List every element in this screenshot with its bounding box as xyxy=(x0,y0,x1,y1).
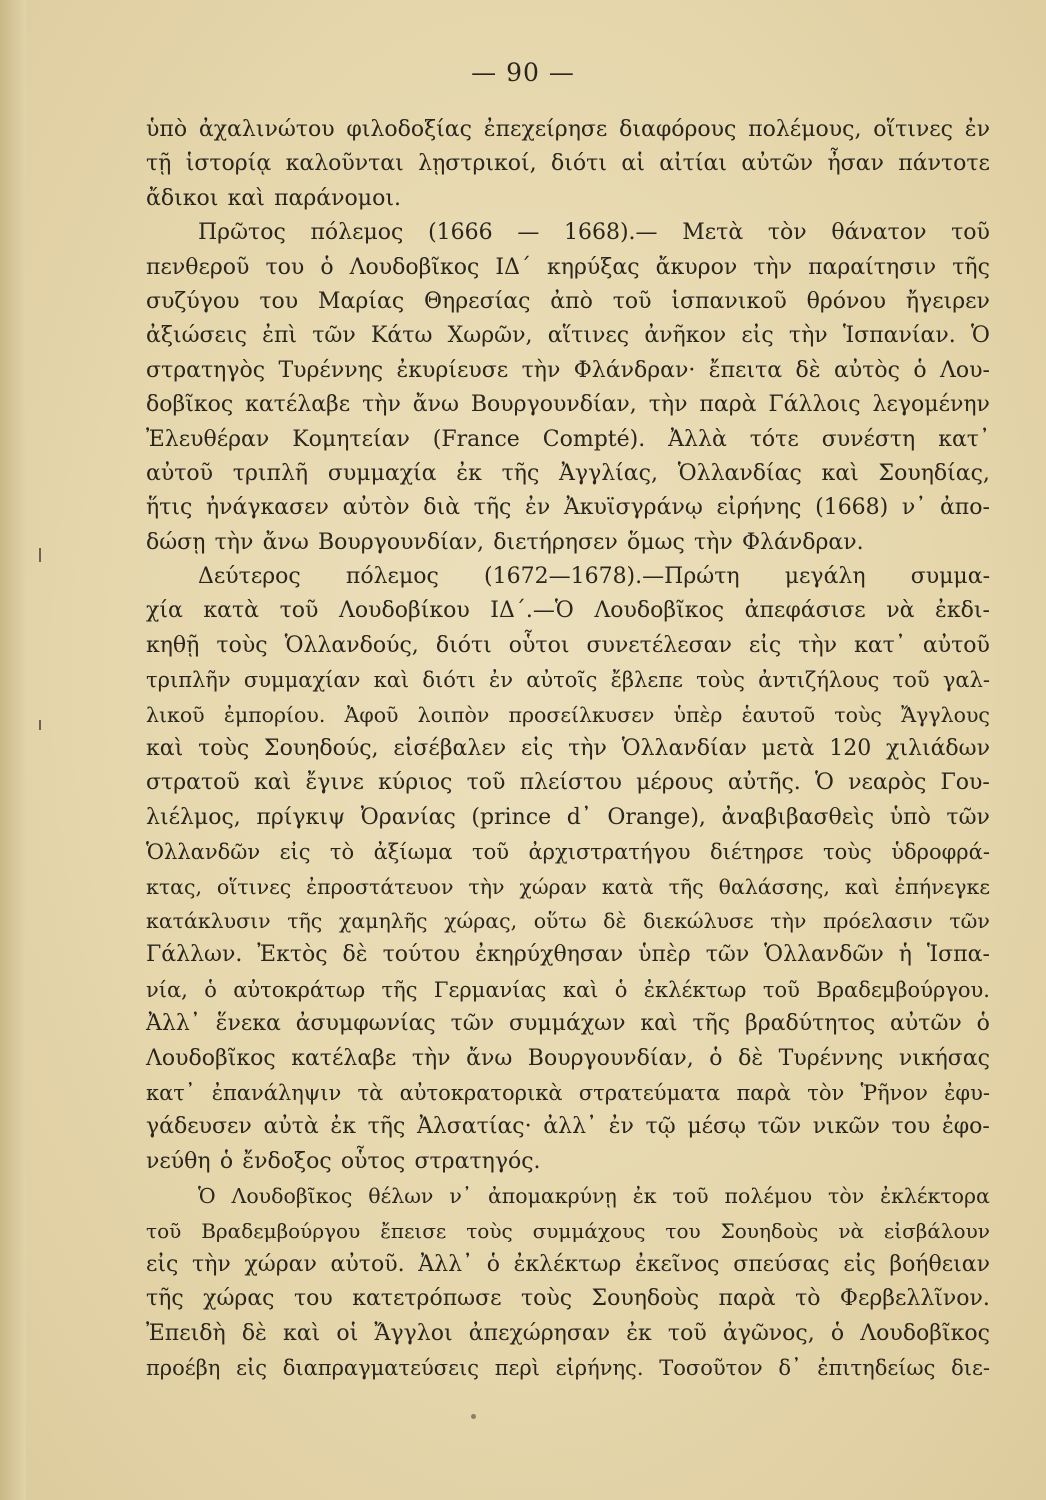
text-line: Ἐπειδὴ δὲ καὶ οἱ Ἄγγλοι ἀπεχώρησαν ἐκ τοῦ ἀγῶνος, ὁ Λουδοβῖκος xyxy=(146,1320,990,1346)
page-number: — 90 — xyxy=(471,58,575,87)
text-line: Ὁ Λουδοβῖκος θέλων ν᾿ ἀπομακρύνῃ ἐκ τοῦ πολέμου τὸν ἐκλέκτορα xyxy=(198,1184,990,1209)
text-line: προέβη εἰς διαπραγματεύσεις περὶ εἰρήνης. Τοσοῦτον δ᾿ ἐπιτηδείως διε- xyxy=(146,1356,990,1381)
text-line: χία κατὰ τοῦ Λουδοβίκου ΙΔ΄.—Ὁ Λουδοβῖκος ἀπεφάσισε νὰ ἐκδι- xyxy=(146,598,990,624)
text-line: συζύγου του Μαρίας Θηρεσίας ἀπὸ τοῦ ἱσπανικοῦ θρόνου ἤγειρεν xyxy=(146,288,990,314)
text-line: δώσῃ τὴν ἄνω Βουργουνδίαν, διετήρησεν ὅμως τὴν Φλάνδραν. xyxy=(146,529,864,555)
text-line: Ἐλευθέραν Κομητείαν (France Compté). Ἀλλὰ τότε συνέστη κατ᾿ xyxy=(146,426,990,452)
text-line: καὶ τοὺς Σουηδούς, εἰσέβαλεν εἰς τὴν Ὁλλανδίαν μετὰ 120 χιλιάδων xyxy=(146,736,990,762)
text-line: λιέλμος, πρίγκιψ Ὀρανίας (prince d᾿ Orange), ἀναβιβασθεὶς ὑπὸ τῶν xyxy=(146,804,990,830)
text-line: ὑπὸ ἀχαλινώτου φιλοδοξίας ἐπεχείρησε διαφόρους πολέμους, οἵτινες ἐν xyxy=(146,117,990,142)
text-line: πενθεροῦ του ὁ Λουδοβῖκος ΙΔ΄ κηρύξας ἄκυρον τὴν παραίτησιν τῆς xyxy=(146,254,990,280)
text-line: νεύθη ὁ ἔνδοξος οὗτος στρατηγός. xyxy=(146,1148,541,1174)
text-line: τῆς χώρας του κατετρόπωσε τοὺς Σουηδοὺς παρὰ τὸ Φερβελλῖνον. xyxy=(146,1286,990,1312)
body-text xyxy=(146,113,990,1385)
text-line: Πρῶτος πόλεμος (1666 — 1668).— Μετὰ τὸν θάνατον τοῦ xyxy=(198,220,990,246)
text-line: Λουδοβῖκος κατέλαβε τὴν ἄνω Βουργουνδίαν, ὁ δὲ Τυρέννης νικήσας xyxy=(146,1045,990,1071)
margin-mark xyxy=(39,548,41,562)
text-line: ἀξιώσεις ἐπὶ τῶν Κάτω Χωρῶν, αἵτινες ἀνῆκον εἰς τὴν Ἱσπανίαν. Ὁ xyxy=(146,323,990,349)
text-line: νία, ὁ αὐτοκράτωρ τῆς Γερμανίας καὶ ὁ ἐκλέκτωρ τοῦ Βραδεμβούργου. xyxy=(146,977,990,1002)
text-line: τριπλῆν συμμαχίαν καὶ διότι ἐν αὐτοῖς ἔβλεπε τοὺς ἀντιζήλους τοῦ γαλ- xyxy=(146,668,990,693)
text-line: Ἀλλ᾿ ἕνεκα ἀσυμφωνίας τῶν συμμάχων καὶ τῆς βραδύτητος αὐτῶν ὁ xyxy=(146,1011,990,1037)
text-line: Δεύτερος πόλεμος (1672—1678).—Πρώτη μεγάλη συμμα- xyxy=(198,564,990,590)
text-line: κηθῇ τοὺς Ὁλλανδούς, διότι οὗτοι συνετέλεσαν εἰς τὴν κατ᾿ αὐτοῦ xyxy=(146,632,990,658)
text-line: κατάκλυσιν τῆς χαμηλῆς χώρας, οὕτω δὲ διεκώλυσε τὴν πρόελασιν τῶν xyxy=(146,908,990,933)
text-line: ἄδικοι καὶ παράνομοι. xyxy=(146,185,401,211)
text-line: τῇ ἱστορίᾳ καλοῦνται λῃστρικοί, διότι αἱ αἰτίαι αὐτῶν ἦσαν πάντοτε xyxy=(146,151,990,177)
text-line: κατ᾿ ἐπανάληψιν τὰ αὐτοκρατορικὰ στρατεύματα παρὰ τὸν Ῥῆνον ἐφυ- xyxy=(146,1080,990,1105)
text-line: τοῦ Βραδεμβούργου ἔπεισε τοὺς συμμάχους του Σουηδοὺς νὰ εἰσβάλουν xyxy=(146,1218,990,1243)
text-line: ἥτις ἠνάγκασεν αὐτὸν διὰ τῆς ἐν Ἀκυϊσγράνῳ εἰρήνης (1668) ν᾿ ἀπο- xyxy=(146,495,990,521)
text-line: Ὁλλανδῶν εἰς τὸ ἀξίωμα τοῦ ἀρχιστρατήγου διέτηρσε τοὺς ὑδροφρά- xyxy=(146,840,990,865)
ink-spot xyxy=(471,1414,476,1419)
text-line: Γάλλων. Ἐκτὸς δὲ τούτου ἐκηρύχθησαν ὑπὲρ τῶν Ὁλλανδῶν ἡ Ἱσπα- xyxy=(146,942,990,968)
text-line: στρατοῦ καὶ ἔγινε κύριος τοῦ πλείστου μέρους αὐτῆς. Ὁ νεαρὸς Γου- xyxy=(146,770,990,796)
margin-mark xyxy=(39,720,41,730)
text-line: στρατηγὸς Τυρέννης ἐκυρίευσε τὴν Φλάνδραν· ἔπειτα δὲ αὐτὸς ὁ Λου- xyxy=(146,357,990,383)
text-line: λικοῦ ἐμπορίου. Ἀφοῦ λοιπὸν προσείλκυσεν ὑπὲρ ἑαυτοῦ τοὺς Ἄγγλους xyxy=(146,702,990,727)
page-gutter xyxy=(0,0,26,1500)
text-line: δοβῖκος κατέλαβε τὴν ἄνω Βουργουνδίαν, τὴν παρὰ Γάλλοις λεγομένην xyxy=(146,392,990,418)
text-line: εἰς τὴν χώραν αὐτοῦ. Ἀλλ᾿ ὁ ἐκλέκτωρ ἐκεῖνος σπεύσας εἰς βοήθειαν xyxy=(146,1251,990,1277)
text-line: κτας, οἵτινες ἐπροστάτευον τὴν χώραν κατὰ τῆς θαλάσσης, καὶ ἐπήνεγκε xyxy=(146,874,990,899)
text-line: γάδευσεν αὐτὰ ἐκ τῆς Ἀλσατίας· ἀλλ᾿ ἐν τῷ μέσῳ τῶν νικῶν του ἐφο- xyxy=(146,1114,990,1140)
text-line: αὐτοῦ τριπλῆ συμμαχία ἐκ τῆς Ἀγγλίας, Ὁλλανδίας καὶ Σουηδίας, xyxy=(146,460,990,486)
